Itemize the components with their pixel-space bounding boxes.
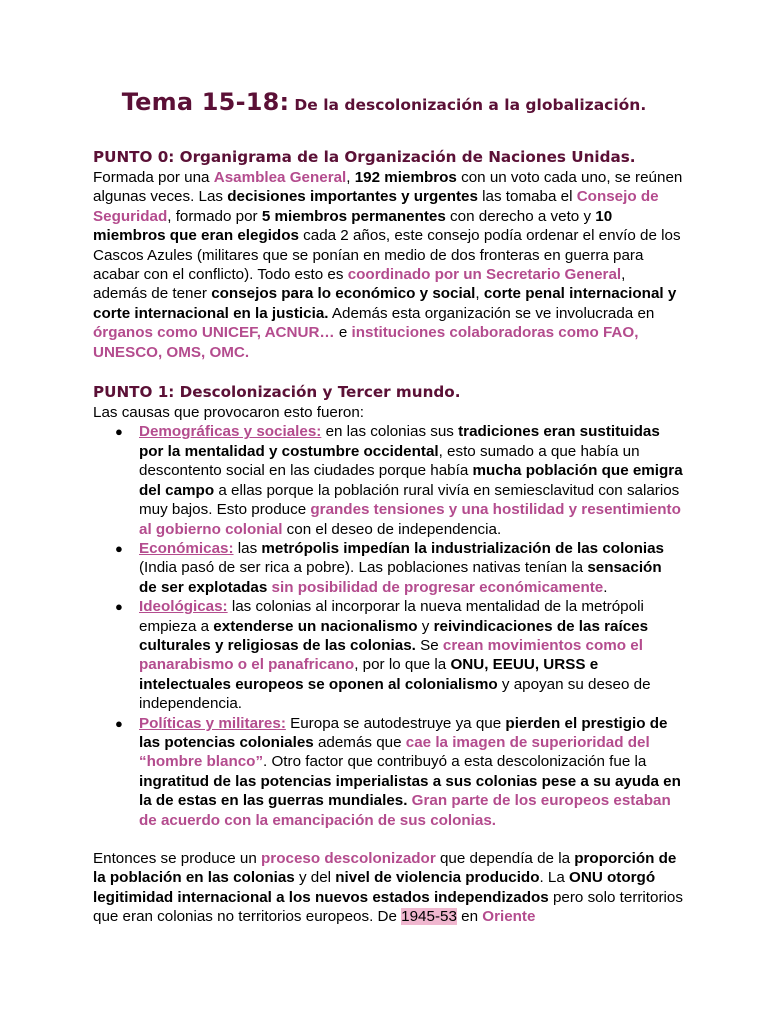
highlighted-text: Gran parte de los europeos estaban de acuerdo con la emancipación de sus colonias.	[139, 792, 671, 829]
list-item-text	[139, 598, 651, 712]
bold-text: nivel de violencia producido	[335, 869, 540, 887]
bold-text: pierden el prestigio de las potencias coloniales	[139, 714, 668, 751]
text-run: Formada por una	[93, 169, 214, 186]
text-run: y	[417, 617, 434, 635]
bold-text: tradiciones eran sustituidas por la mentalidad y costumbre occidental	[139, 423, 660, 460]
category-label: Ideológicas:	[139, 598, 228, 616]
text-run: e	[334, 324, 352, 342]
bold-text: 5 miembros permanentes	[261, 207, 446, 225]
text-run: Entonces se produce un	[93, 850, 262, 867]
list-item	[115, 422, 683, 538]
text-run: y del	[294, 869, 336, 887]
bold-text: sensación de ser explotadas	[139, 559, 662, 596]
text-run: Se	[415, 636, 443, 654]
category-label: Económicas:	[139, 539, 234, 557]
highlighted-text: órganos como UNICEF, ACNUR…	[93, 324, 335, 342]
bold-text: 192 miembros	[354, 169, 457, 186]
bullet-icon: ●	[115, 540, 123, 556]
bold-text: consejos para lo económico y social	[211, 285, 476, 303]
list-item	[115, 597, 683, 713]
text-run: pero solo territorios que eran colonias no territorios europeos. De	[93, 888, 683, 926]
text-run: a ellas porque la población rural vivía en semiesclavitud con salarios muy bajos. Esto produce	[139, 481, 680, 519]
text-run: con un voto cada uno, se reúnen algunas veces. Las	[93, 169, 683, 206]
text-run: , además de tener	[93, 266, 626, 303]
text-run: .	[603, 578, 608, 596]
bold-text: extenderse un nacionalismo	[213, 617, 418, 635]
text-run: en las colonias sus	[321, 423, 459, 441]
spacer	[93, 830, 683, 849]
list-item	[115, 714, 683, 830]
text-run: con el deseo de independencia.	[282, 520, 502, 538]
marked-date: 1945-53	[401, 908, 457, 926]
text-run: cada 2 años, este consejo podía ordenar el envío de los Cascos Azules (militares que se ponían en medio de dos fronteras en guerra para acabar con el conflicto). Todo esto es	[93, 227, 681, 284]
text-run: que dependía de la	[435, 850, 575, 867]
text-run: , formado por	[167, 207, 262, 225]
bullet-icon: ●	[115, 715, 123, 731]
text-run: las tomaba el	[477, 188, 577, 206]
text-run: y apoyan su deseo de independencia.	[139, 675, 651, 713]
bold-text: decisiones importantes y urgentes	[227, 188, 478, 206]
text-run: , esto sumado a que había un descontento social en las ciudades porque había	[139, 442, 640, 480]
list-item-text	[139, 540, 664, 596]
text-run: ,	[475, 285, 484, 303]
paragraph-descolonizacion	[93, 849, 683, 927]
text-run: las colonias al incorporar la nueva mentalidad de la metrópoli empieza a	[139, 598, 644, 635]
bold-text: ingratitud de las potencias imperialistas a sus colonias pese a su ayuda en la de estas en las guerras mundiales.	[139, 772, 681, 810]
text-run: las	[233, 539, 262, 557]
paragraph-intro: Las causas que provocaron esto fueron:	[93, 404, 365, 422]
text-run: Europa se autodestruye ya que	[285, 714, 506, 732]
paragraph-onu	[93, 168, 683, 362]
text-run: en	[456, 908, 483, 926]
bold-text: metrópolis impedían la industrialización de las colonias	[261, 539, 664, 557]
spacer	[93, 362, 683, 381]
text-run: . La	[539, 869, 570, 887]
highlighted-text: proceso descolonizador	[261, 850, 436, 867]
text-run: . Otro factor que contribuyó a esta descolonización fue la	[263, 753, 647, 771]
bold-text: corte penal internacional y corte internacional en la justicia.	[93, 285, 677, 322]
category-label: Demográficas y sociales:	[139, 423, 322, 441]
section-heading-punto0: PUNTO 0: Organigrama de la Organización de Naciones Unidas.	[93, 148, 636, 166]
text-run: Además esta organización se ve involucrada en	[328, 304, 655, 322]
text-run: con derecho a veto y	[445, 207, 596, 225]
bold-text: proporción de la población en las colonias	[93, 850, 677, 887]
text-run: ,	[346, 169, 355, 186]
highlighted-text: Asamblea General	[213, 169, 347, 186]
text-run: además que	[313, 733, 406, 751]
highlighted-text: coordinado por un Secretario General	[347, 266, 622, 284]
highlighted-text: grandes tensiones y una hostilidad y resentimiento al gobierno colonial	[139, 501, 681, 538]
list-item-text	[139, 423, 683, 537]
text-run: (India pasó de ser rica a pobre). Las poblaciones nativas tenían la	[139, 559, 588, 577]
category-label: Políticas y militares:	[139, 714, 286, 732]
text-run: , por lo que la	[354, 656, 451, 674]
title-main: Tema 15-18:	[121, 88, 290, 116]
bold-text: 10 miembros que eran elegidos	[93, 207, 613, 245]
title-subtitle: De la descolonización a la globalización.	[294, 96, 647, 114]
highlighted-text: cae la imagen de superioridad del “hombre blanco”	[139, 733, 650, 771]
section-heading-punto1: PUNTO 1: Descolonización y Tercer mundo.	[93, 383, 461, 402]
document-body	[93, 146, 683, 927]
bold-text: mucha población que emigra del campo	[139, 462, 683, 499]
bold-text: ONU, EEUU, URSS e intelectuales europeos se oponen al colonialismo	[139, 656, 599, 693]
highlighted-text: crean movimientos como el panarabismo o el panafricano	[139, 636, 643, 674]
highlighted-text: instituciones colaboradoras como FAO, UNESCO, OMS, OMC.	[93, 324, 639, 361]
bold-text: reivindicaciones de las raíces culturales y religiosas de las colonias.	[139, 617, 649, 654]
list-item	[115, 539, 683, 597]
bold-text: ONU otorgó legitimidad internacional a los nuevos estados independizados	[93, 869, 656, 906]
list-item-text	[139, 715, 681, 829]
page-title	[0, 88, 768, 116]
bullet-icon: ●	[115, 424, 123, 440]
bullet-icon: ●	[115, 599, 123, 615]
highlighted-text: sin posibilidad de progresar económicamente	[271, 578, 604, 596]
highlighted-text: Consejo de Seguridad	[93, 188, 659, 225]
causes-list	[93, 422, 683, 830]
highlighted-text: Oriente	[482, 908, 536, 926]
